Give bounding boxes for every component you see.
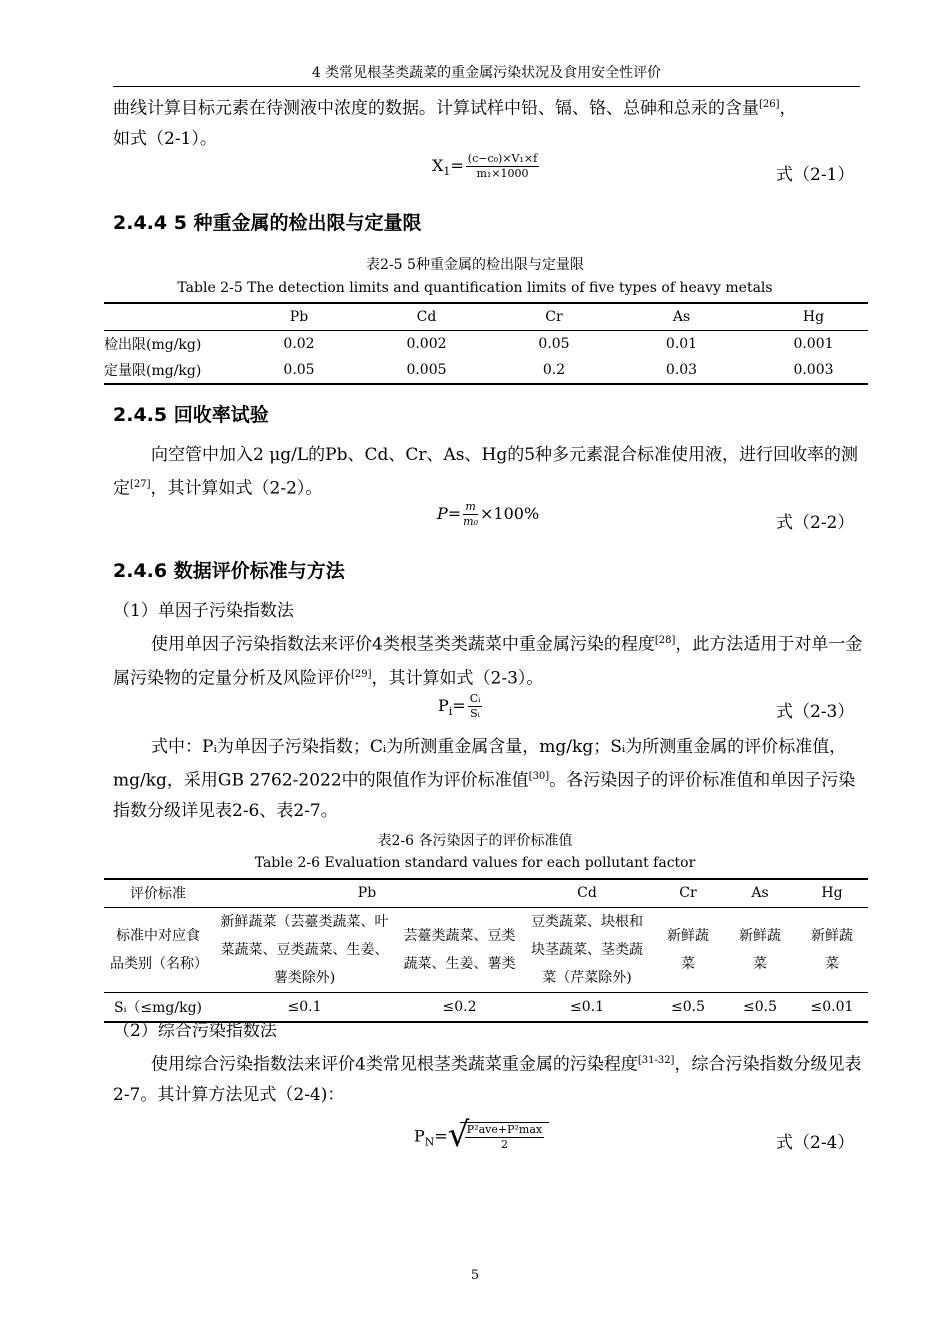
header-cell: Cr <box>679 885 697 902</box>
citation: [27] <box>130 479 151 490</box>
header-cell: Cr <box>545 308 563 325</box>
table-cell: 0.002 <box>406 335 447 352</box>
eq-lhs: X <box>432 156 444 175</box>
eq-fraction <box>468 692 483 721</box>
section-heading-2-4-5: 2.4.5 回收率试验 <box>113 404 269 426</box>
equation-2-1 <box>432 152 541 181</box>
para1-punct: ， <box>779 98 797 119</box>
eq-denominator: 2 <box>500 1138 508 1151</box>
eq-sign: = <box>447 504 462 523</box>
table-cell: 新鲜蔬菜（芸薹类蔬菜、叶菜蔬菜、豆类蔬菜、生姜、薯类除外) <box>220 913 389 986</box>
table-cell: 0.05 <box>283 362 315 378</box>
citation: [30] <box>528 771 550 782</box>
table-cell: 0.02 <box>283 335 315 352</box>
table-cell: ≤0.2 <box>442 998 477 1015</box>
equation-number: 式（2-1） <box>776 165 855 185</box>
evaluation-standards-table <box>104 878 868 1023</box>
header-cell: As <box>751 885 769 902</box>
para3-text-2: ，此方法适用于对单一金属污染物的定量分析及风险评价 <box>113 634 863 689</box>
square-root <box>447 1115 549 1155</box>
header-cell: As <box>672 308 691 325</box>
section-heading-2-4-6: 2.4.6 数据评价标准与方法 <box>113 560 345 582</box>
citation: [28] <box>654 635 676 646</box>
table-caption-en: Table 2-6 Evaluation standard values for each pollutant factor <box>254 855 696 871</box>
eq-sign: = <box>450 156 464 175</box>
eq-lhs: P <box>438 696 449 715</box>
table-caption-cn: 表2-5 5种重金属的检出限与定量限 <box>366 257 584 273</box>
radical-sign: √ <box>447 1115 470 1155</box>
table-caption-cn: 表2-6 各污染因子的评价标准值 <box>377 833 573 849</box>
table-cell: ≤0.01 <box>810 998 854 1015</box>
equation-2-2 <box>437 500 539 529</box>
eq-lhs-sub: 1 <box>443 165 451 179</box>
eq-numerator: P²ave+P²max <box>466 1123 543 1136</box>
table-cell: ≤0.1 <box>287 998 322 1015</box>
subheading-2: （2）综合污染指数法 <box>113 1021 277 1041</box>
table-row <box>104 357 868 384</box>
eq-numerator: (c−c₀)×V₁×f <box>467 152 538 165</box>
table-cell: 检出限(mg/kg) <box>104 336 202 353</box>
citation: [29] <box>351 668 372 680</box>
table-cell: 新鲜蔬菜 <box>739 927 781 972</box>
header-cell <box>104 303 249 330</box>
table-cell: 0.03 <box>665 362 698 378</box>
para3-text: 使用单因子污染指数法来评价4类根茎类类蔬菜中重金属污染的程度 <box>151 634 655 655</box>
header-cell: 评价标准 <box>130 886 186 903</box>
paragraph-1 <box>113 90 863 154</box>
equation-2-3 <box>438 692 484 721</box>
section-heading-2-4-4: 2.4.4 5 种重金属的检出限与定量限 <box>113 212 422 234</box>
table-cell: 0.005 <box>406 362 447 378</box>
header-cell: Cd <box>416 308 437 325</box>
table-cell: 0.003 <box>793 362 834 378</box>
equation-number: 式（2-4） <box>776 1133 855 1153</box>
eq-denominator: Sᵢ <box>470 707 480 720</box>
table-cell: 0.01 <box>665 335 698 352</box>
para2-text: 向空管中加入2 μg/L的Pb、Cd、Cr、As、Hg的5种多元素混合标准使用液，进行回收率的测定 <box>113 445 859 499</box>
page-number: 5 <box>470 1268 480 1283</box>
header-cell: Hg <box>821 885 843 902</box>
para4-text-2: 。各污染因子的评价标准值和单因子污染指数分级详见表2-6、表2-7。 <box>113 770 856 821</box>
paragraph-2 <box>113 440 863 504</box>
header-rule <box>113 86 860 87</box>
para5-text: 使用综合污染指数法来评价4类常见根茎类蔬菜重金属的污染程度 <box>151 1054 638 1075</box>
eq-lhs-sub: i <box>448 705 453 719</box>
table-cell: ≤0.5 <box>743 998 777 1015</box>
subheading-1: （1）单因子污染指数法 <box>113 601 294 621</box>
equation-number: 式（2-2） <box>776 513 855 533</box>
paragraph-4 <box>113 732 863 826</box>
table-cell: 新鲜蔬菜 <box>667 927 709 972</box>
table-row <box>104 330 868 357</box>
eq-fraction <box>463 500 478 529</box>
table-cell: 标准中对应食品类别（名称） <box>110 927 208 972</box>
radicand <box>460 1122 549 1152</box>
table-cell: 新鲜蔬菜 <box>811 927 853 972</box>
table-cell: 芸薹类蔬菜、豆类蔬菜、生姜、薯类 <box>403 927 516 972</box>
running-header: 4 类常见根茎类蔬菜的重金属污染状况及食用安全性评价 <box>311 65 662 81</box>
table-cell: 0.05 <box>538 335 570 352</box>
para1-text-2: 如式（2-1）。 <box>113 128 217 149</box>
header-cell: Pb <box>357 885 377 902</box>
para3-text-3: ，其计算如式（2-3）。 <box>371 668 544 689</box>
header-cell: Cd <box>577 885 597 902</box>
para2-text-end: ，其计算如式（2-2）。 <box>150 478 323 499</box>
para4-text: 式中：Pᵢ为单因子污染指数；Cᵢ为所测重金属含量，mg/kg；Sᵢ为所测重金属的评价标准值，mg/kg，采用GB 2762-2022中的限值作为评价标准值 <box>113 737 847 791</box>
header-cell: Hg <box>802 308 825 325</box>
table-header-row <box>104 879 868 907</box>
header-cell: Pb <box>289 308 309 325</box>
table-caption-en: Table 2-5 The detection limits and quantification limits of five types of heavy metals <box>177 280 773 296</box>
citation: [31-32] <box>637 1055 675 1066</box>
table-row <box>104 907 868 992</box>
eq-numerator: m <box>463 500 478 515</box>
table-cell: 定量限(mg/kg) <box>104 363 202 379</box>
eq-numerator: Cᵢ <box>469 692 481 705</box>
para1-text: 曲线计算目标元素在待测液中浓度的数据。计算试样中铅、镉、铬、总砷和总汞的含量 <box>113 98 759 119</box>
eq-sign: = <box>434 1126 448 1146</box>
eq-lhs-sub: N <box>424 1135 435 1149</box>
eq-denominator: m₀ <box>463 515 479 528</box>
eq-denominator: m₁×1000 <box>476 167 529 180</box>
eq-fraction <box>465 1123 544 1152</box>
eq-tail: ×100% <box>480 504 540 523</box>
eq-fraction <box>466 152 539 181</box>
citation: [26] <box>759 99 780 110</box>
table-header-row <box>104 303 868 330</box>
paragraph-3 <box>113 626 863 693</box>
equation-number: 式（2-3） <box>776 702 855 722</box>
table-cell: 豆类蔬菜、块根和块茎蔬菜、茎类蔬菜（芹菜除外) <box>531 913 643 986</box>
para5-text-2: ，综合污染指数分级见表2-7。其计算方法见式（2-4)： <box>113 1054 862 1105</box>
eq-lhs: P <box>414 1126 425 1146</box>
table-cell: 0.001 <box>793 335 834 352</box>
eq-sign: = <box>452 696 466 715</box>
equation-2-4 <box>414 1115 549 1155</box>
table-cell: Sᵢ（≤mg/kg) <box>114 999 202 1016</box>
eq-lhs: P <box>437 504 448 523</box>
paragraph-5 <box>113 1046 863 1110</box>
table-cell: 0.2 <box>542 362 566 378</box>
table-cell: ≤0.5 <box>671 998 705 1015</box>
detection-limits-table <box>104 302 868 385</box>
table-cell: ≤0.1 <box>570 998 604 1015</box>
